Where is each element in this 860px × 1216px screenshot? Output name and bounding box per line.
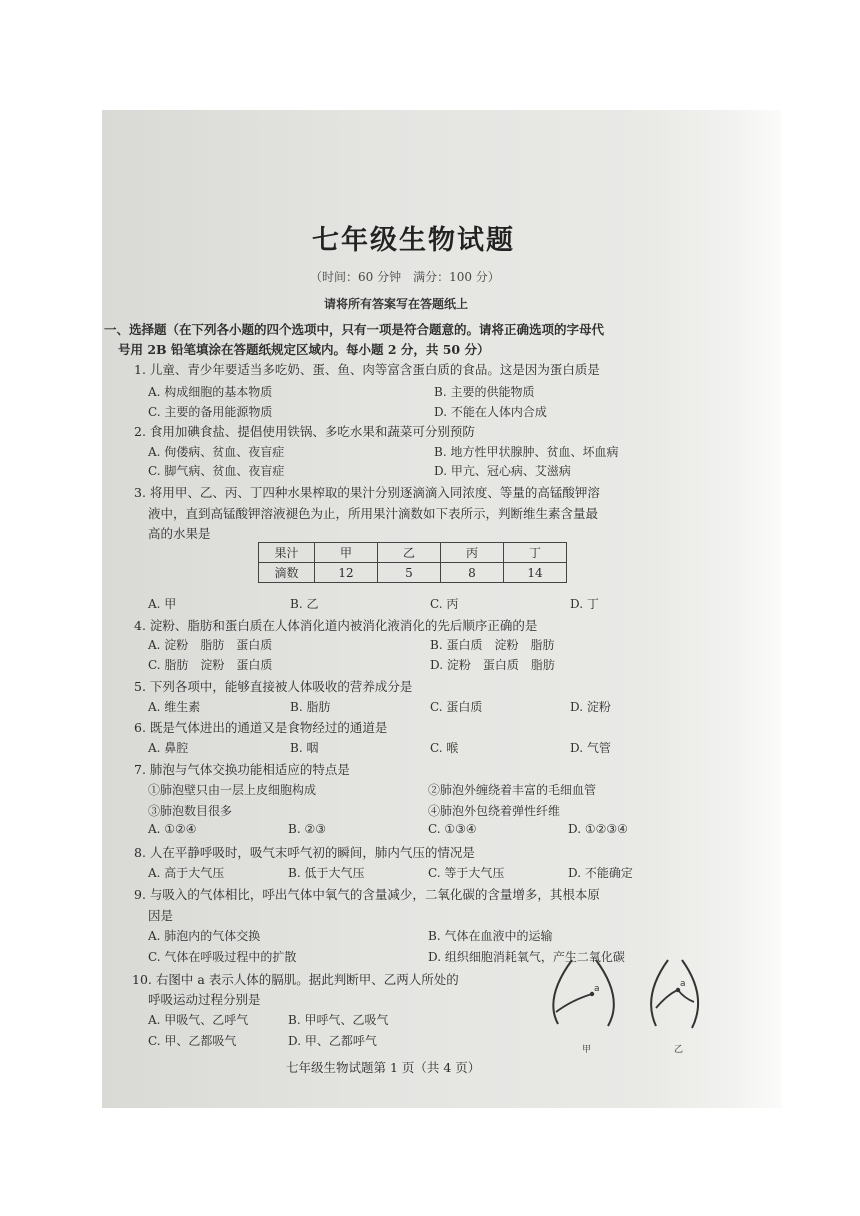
question-9-option-d: D. 组织细胞消耗氧气，产生二氧化碳: [428, 950, 625, 964]
label-a-jia: a: [594, 984, 600, 994]
question-7-stem: 7. 肺泡与气体交换功能相适应的特点是: [134, 762, 350, 777]
question-5-option-b: B. 脂肪: [290, 700, 331, 714]
question-10-option-d: D. 甲、乙都呼气: [288, 1034, 377, 1048]
question-6-stem: 6. 既是气体进出的通道又是食物经过的通道是: [134, 720, 388, 735]
question-7-statement-4: ④肺泡外包绕着弹性纤维: [428, 804, 561, 818]
question-7-option-b: B. ②③: [288, 822, 326, 836]
question-4-option-a: A. 淀粉 脂肪 蛋白质: [148, 638, 273, 652]
question-7-statement-3: ③肺泡数目很多: [148, 804, 233, 818]
question-6-option-d: D. 气管: [570, 741, 611, 755]
question-8-option-a: A. 高于大气压: [148, 866, 225, 880]
question-7-option-a: A. ①②④: [148, 822, 197, 836]
question-6-option-b: B. 咽: [290, 741, 319, 755]
question-4-option-c: C. 脂肪 淀粉 蛋白质: [148, 658, 273, 672]
question-3-option-c: C. 丙: [430, 597, 459, 611]
table-row: [259, 543, 567, 563]
question-8-option-d: D. 不能确定: [568, 866, 633, 880]
label-jia: 甲: [582, 1045, 592, 1055]
question-3-stem-line3: 高的水果是: [148, 526, 211, 541]
question-3-option-d: D. 丁: [570, 597, 599, 611]
question-2-stem: 2. 食用加碘食盐、提倡使用铁锅、多吃水果和蔬菜可分别预防: [134, 424, 475, 439]
question-10-stem-line2: 呼吸运动过程分别是: [148, 992, 261, 1007]
table-cell: 滴数: [259, 563, 315, 583]
question-9-option-b: B. 气体在血液中的运输: [428, 929, 553, 943]
question-8-option-c: C. 等于大气压: [428, 866, 505, 880]
label-a-yi: a: [680, 979, 686, 989]
question-1-option-b: B. 主要的供能物质: [434, 385, 535, 399]
question-2-option-d: D. 甲亢、冠心病、艾滋病: [434, 464, 571, 478]
question-3-stem-line1: 3. 将用甲、乙、丙、丁四种水果榨取的果汁分别逐滴滴入同浓度、等量的高锰酸钾溶: [134, 485, 600, 500]
exam-title: 七年级生物试题: [312, 225, 515, 256]
question-9-option-a: A. 肺泡内的气体交换: [148, 929, 261, 943]
question-4-option-d: D. 淀粉 蛋白质 脂肪: [430, 658, 555, 672]
question-2-option-b: B. 地方性甲状腺肿、贫血、坏血病: [434, 445, 619, 459]
table-cell: 果汁: [259, 543, 315, 563]
question-5-option-a: A. 维生素: [148, 700, 201, 714]
question-9-stem-line1: 9. 与吸入的气体相比，呼出气体中氧气的含量减少，二氧化碳的含量增多，其根本原: [134, 887, 600, 902]
diaphragm-diagram: [542, 946, 722, 1058]
table-cell: 12: [315, 563, 378, 583]
question-1-option-c: C. 主要的备用能源物质: [148, 405, 273, 419]
question-7-option-d: D. ①②③④: [568, 822, 628, 836]
question-10-stem-line1: 10. 右图中 a 表示人体的膈肌。据此判断甲、乙两人所处的: [132, 972, 459, 987]
table-cell: 丁: [504, 543, 567, 563]
question-1-stem: 1. 儿童、青少年要适当多吃奶、蛋、鱼、肉等富含蛋白质的食品。这是因为蛋白质是: [134, 362, 600, 377]
question-5-option-c: C. 蛋白质: [430, 700, 483, 714]
question-10-option-c: C. 甲、乙都吸气: [148, 1034, 237, 1048]
table-cell: 乙: [378, 543, 441, 563]
diagram-jia: [553, 960, 613, 1055]
question-1-option-d: D. 不能在人体内合成: [434, 405, 547, 419]
answer-notice: 请将所有答案写在答题纸上: [324, 297, 469, 311]
page-footer: 七年级生物试题第 1 页（共 4 页）: [286, 1060, 481, 1075]
question-2-option-c: C. 脚气病、贫血、夜盲症: [148, 464, 285, 478]
question-8-stem: 8. 人在平静呼吸时，吸气末呼气初的瞬间，肺内气压的情况是: [134, 845, 475, 860]
question-5-stem: 5. 下列各项中，能够直接被人体吸收的营养成分是: [134, 679, 413, 694]
question-9-stem-line2: 因是: [148, 908, 174, 923]
table-cell: 丙: [441, 543, 504, 563]
label-yi: 乙: [674, 1045, 684, 1055]
juice-drops-table: [258, 542, 567, 583]
section-heading-line1: 一、选择题（在下列各小题的四个选项中，只有一项是符合题意的。请将正确选项的字母代: [104, 322, 605, 337]
question-8-option-b: B. 低于大气压: [288, 866, 365, 880]
table-cell: 甲: [315, 543, 378, 563]
question-6-option-a: A. 鼻腔: [148, 741, 189, 755]
question-7-statement-2: ②肺泡外缠绕着丰富的毛细血管: [428, 783, 597, 797]
exam-paper: [102, 110, 782, 1108]
question-1-option-a: A. 构成细胞的基本物质: [148, 385, 273, 399]
question-9-option-c: C. 气体在呼吸过程中的扩散: [148, 950, 297, 964]
question-6-option-c: C. 喉: [430, 741, 459, 755]
table-cell: 14: [504, 563, 567, 583]
exam-subtitle: （时间：60 分钟 满分：100 分）: [310, 270, 500, 284]
section-heading-line2: 号用 2B 铅笔填涂在答题纸规定区域内。每小题 2 分，共 50 分）: [118, 342, 490, 357]
table-row: [259, 563, 567, 583]
question-3-option-a: A. 甲: [148, 597, 177, 611]
table-cell: 5: [378, 563, 441, 583]
question-4-stem: 4. 淀粉、脂肪和蛋白质在人体消化道内被消化液消化的先后顺序正确的是: [134, 618, 538, 633]
question-3-stem-line2: 液中，直到高锰酸钾溶液褪色为止，所用果汁滴数如下表所示，判断维生素含量最: [148, 506, 599, 521]
question-4-option-b: B. 蛋白质 淀粉 脂肪: [430, 638, 555, 652]
question-10-option-b: B. 甲呼气、乙吸气: [288, 1013, 389, 1027]
diagram-yi: [651, 960, 698, 1055]
question-3-option-b: B. 乙: [290, 597, 319, 611]
question-5-option-d: D. 淀粉: [570, 700, 611, 714]
question-2-option-a: A. 佝偻病、贫血、夜盲症: [148, 445, 285, 459]
question-7-option-c: C. ①③④: [428, 822, 477, 836]
question-7-statement-1: ①肺泡壁只由一层上皮细胞构成: [148, 783, 317, 797]
table-cell: 8: [441, 563, 504, 583]
question-10-option-a: A. 甲吸气、乙呼气: [148, 1013, 249, 1027]
